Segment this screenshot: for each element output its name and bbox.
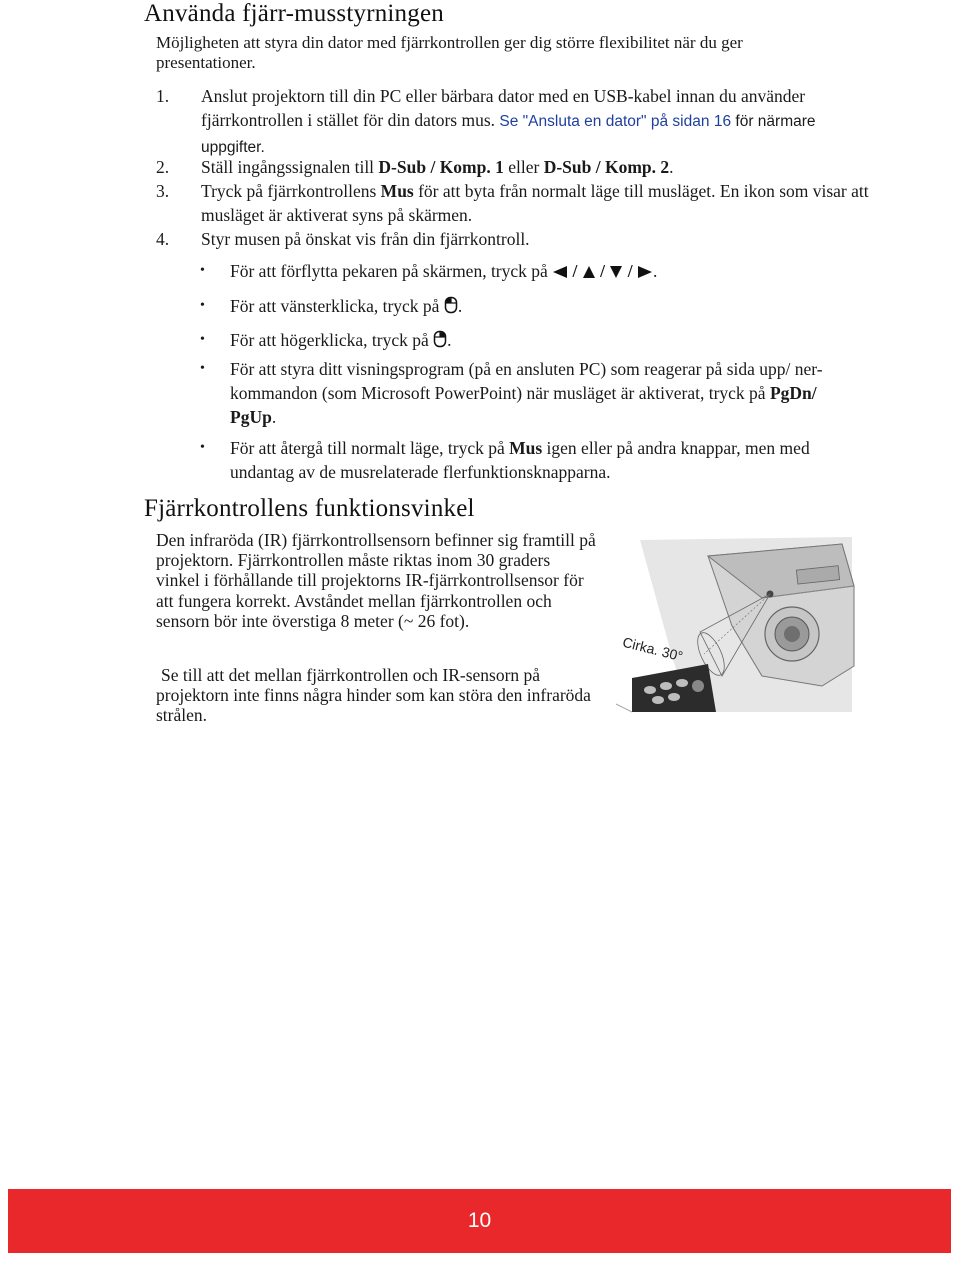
step-text-part: Ställ ingångssignalen till	[201, 157, 379, 177]
bullet-icon: •	[200, 440, 205, 455]
section-title-mouse-control: Använda fjärr-musstyrningen	[144, 0, 444, 27]
mouse-left-click-icon	[444, 296, 458, 314]
step-number: 4.	[156, 229, 170, 249]
pgdn-pgup-label: PgDn/ PgUp	[230, 383, 817, 427]
bullet-text-part: För att återgå till normalt läge, tryck på	[230, 438, 510, 458]
arrow-right-icon	[637, 265, 653, 279]
step-number: 3.	[156, 181, 170, 201]
projector-remote-drawing	[612, 536, 858, 716]
list-item	[156, 179, 876, 227]
arrow-up-icon	[582, 265, 596, 279]
step-text-part: .	[669, 157, 674, 177]
arrow-down-icon	[609, 265, 623, 279]
separator: /	[600, 261, 606, 281]
bullet-item	[200, 328, 860, 354]
mouse-key-label: Mus	[509, 438, 543, 458]
mouse-key-label: Mus	[380, 181, 414, 201]
bullet-item	[200, 259, 860, 285]
step-text-part: för närmare uppgifter.	[201, 113, 816, 156]
bullet-text	[230, 328, 860, 352]
list-item	[156, 155, 876, 179]
step-text	[201, 155, 881, 179]
step-text-part: eller	[503, 157, 544, 177]
bullet-icon: •	[200, 332, 205, 347]
bullet-text-part: För att förflytta pekaren på skärmen, tryck på	[230, 261, 553, 281]
cross-reference-link[interactable]: Se "Ansluta en dator" på sidan	[499, 113, 710, 130]
list-item	[156, 227, 876, 251]
bullet-text-part: .	[653, 261, 658, 281]
step-number: 1.	[156, 86, 170, 106]
step-number: 2.	[156, 157, 170, 177]
bullet-item	[200, 436, 860, 484]
bullet-text	[230, 259, 860, 283]
page-number: 10	[467, 1209, 492, 1232]
mouse-right-click-icon	[433, 330, 447, 348]
obstruction-paragraph: Se till att det mellan fjärrkontrollen och IR-sensorn på projektorn inte finns några hinder som kan störa den infraröda strålen.	[156, 665, 591, 726]
bullet-text-part: För att högerklicka, tryck på	[230, 330, 434, 350]
bullet-item	[200, 357, 860, 429]
bullet-text-part: .	[447, 330, 452, 350]
list-item	[156, 84, 876, 156]
intro-paragraph: Möjligheten att styra din dator med fjärrkontrollen ger dig större flexibilitet när du ger presentationer.	[156, 33, 743, 72]
bullet-text-part: .	[457, 296, 463, 316]
bullet-item	[200, 294, 860, 320]
separator: /	[627, 261, 633, 281]
step-text-part: för att byta från normalt läge till musläget. En ikon som visar att musläget är aktiverat syns på skärmen.	[201, 181, 869, 225]
step-text	[201, 179, 881, 227]
arrow-left-icon	[552, 265, 568, 279]
step-text-part: Tryck på fjärrkontrollens	[201, 181, 381, 201]
bullet-text	[230, 294, 860, 318]
step-text	[201, 84, 881, 160]
page-footer	[8, 1189, 951, 1253]
bullet-text-part: igen eller på andra knappar, men med undantag av de musrelaterade flerfunktionsknapparna.	[230, 438, 810, 482]
section-title-remote-angle: Fjärrkontrollens funktionsvinkel	[144, 495, 475, 522]
bullet-text-part: För att styra ditt visningsprogram (på en ansluten PC) som reagerar på sida upp/ ner-kommandon (som Microsoft PowerPoint) när musläget är aktiverat, tryck på	[230, 359, 823, 403]
input-option-2: D-Sub / Komp. 2	[543, 157, 670, 177]
input-option-1: D-Sub / Komp. 1	[378, 157, 504, 177]
bullet-icon: •	[200, 263, 205, 278]
page-reference-link[interactable]: 16	[713, 113, 732, 130]
bullet-text	[230, 436, 860, 484]
bullet-icon: •	[200, 298, 205, 313]
bullet-text-part: .	[271, 407, 277, 427]
sensor-paragraph: Den infraröda (IR) fjärrkontrollsensorn befinner sig framtill på projektorn. Fjärrkontrollen måste riktas inom 30 graders vinkel i förhållande till projektorns IR-fjärrkontrollsensor för att fungera korrekt. Avståndet mellan fjärrkontrollen och sensorn bör inte överstiga 8 meter (~ 26 fot).	[156, 530, 596, 631]
bullet-text	[230, 357, 860, 429]
bullet-icon: •	[200, 361, 205, 376]
separator: /	[572, 261, 578, 281]
remote-angle-illustration	[612, 536, 858, 716]
step-text: Styr musen på önskat vis från din fjärrkontroll.	[201, 229, 530, 249]
bullet-text-part: För att vänsterklicka, tryck på	[230, 296, 444, 316]
step-text-part: Anslut projektorn till din PC eller bärbara dator med en USB-kabel innan du använder fjärrkontrollen i stället för din dators mus.	[201, 86, 806, 130]
angle-label: Cirka. 30°	[620, 633, 685, 665]
